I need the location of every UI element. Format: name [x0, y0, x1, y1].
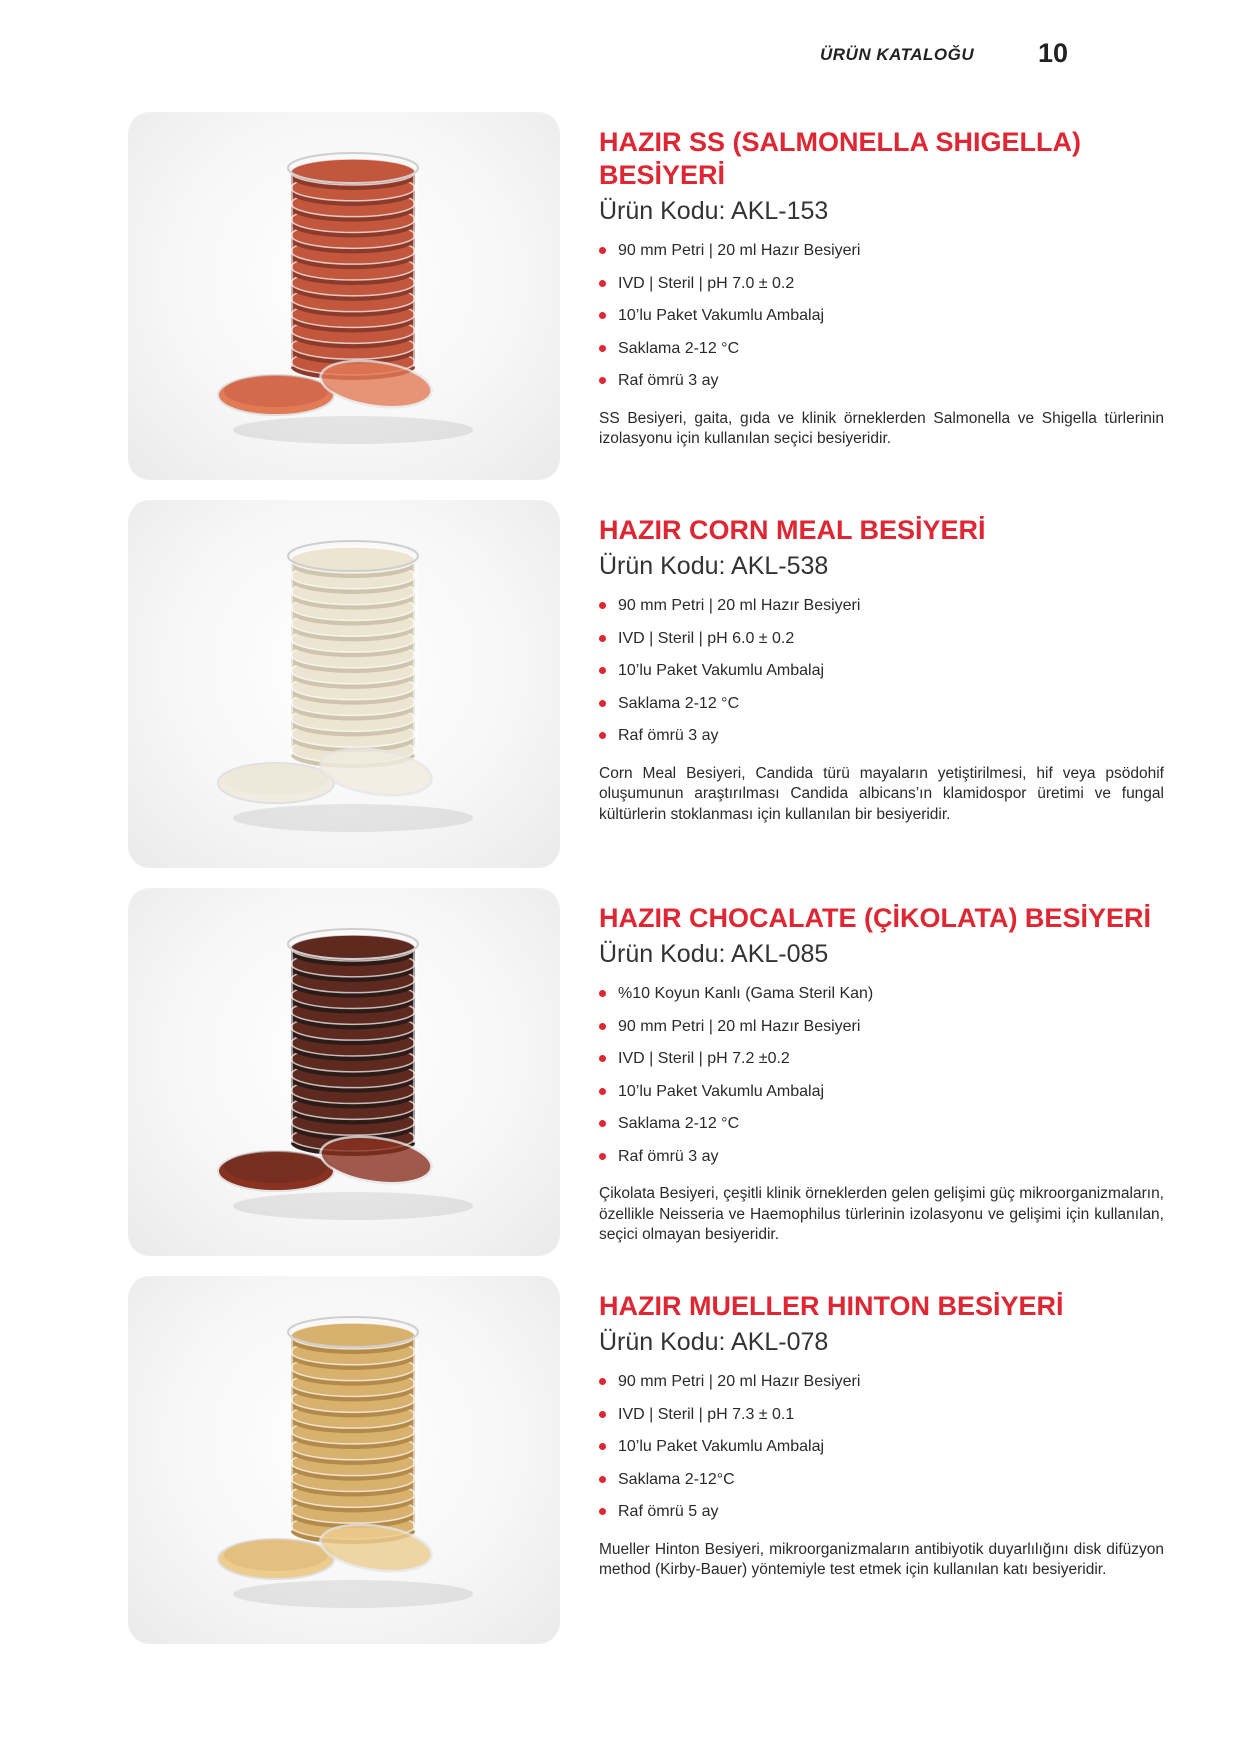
spec-item: Raf ömrü 5 ay	[599, 1501, 1164, 1534]
glass-highlight	[289, 1336, 293, 1531]
spec-list	[599, 983, 1164, 1178]
bullet-icon	[599, 1088, 606, 1095]
dish	[291, 1323, 415, 1349]
spec-item: 90 mm Petri | 20 ml Hazır Besiyeri	[599, 240, 1164, 273]
glass-highlight	[289, 948, 293, 1143]
product-code: Ürün Kodu: AKL-085	[599, 940, 829, 968]
spec-item: 10’lu Paket Vakumlu Ambalaj	[599, 660, 1164, 693]
spec-item: 10’lu Paket Vakumlu Ambalaj	[599, 305, 1164, 338]
bullet-icon	[599, 345, 606, 352]
product-card	[128, 888, 1168, 1258]
bullet-icon	[599, 602, 606, 609]
spec-item: 90 mm Petri | 20 ml Hazır Besiyeri	[599, 595, 1164, 628]
product-code: Ürün Kodu: AKL-078	[599, 1328, 829, 1356]
spec-item: IVD | Steril | pH 7.3 ± 0.1	[599, 1404, 1164, 1437]
spec-item: %10 Koyun Kanlı (Gama Steril Kan)	[599, 983, 1164, 1016]
bullet-icon	[599, 1378, 606, 1385]
bullet-icon	[599, 1055, 606, 1062]
spec-item: IVD | Steril | pH 7.2 ±0.2	[599, 1048, 1164, 1081]
bullet-icon	[599, 377, 606, 384]
spec-item: Raf ömrü 3 ay	[599, 1146, 1164, 1179]
bullet-icon	[599, 667, 606, 674]
spec-item: Raf ömrü 3 ay	[599, 370, 1164, 403]
bullet-icon	[599, 280, 606, 287]
dish	[291, 935, 415, 961]
spec-list	[599, 240, 1164, 403]
petri-dish-stack-image	[128, 112, 560, 480]
bullet-icon	[599, 1411, 606, 1418]
shadow	[233, 1192, 473, 1220]
glass-highlight	[413, 948, 417, 1143]
bullet-icon	[599, 1153, 606, 1160]
product-card	[128, 112, 1168, 482]
loose-dish-surface	[224, 1539, 328, 1571]
bullet-icon	[599, 1023, 606, 1030]
spec-item: Saklama 2-12 °C	[599, 1113, 1164, 1146]
bullet-icon	[599, 247, 606, 254]
bullet-icon	[599, 1476, 606, 1483]
spec-item: Raf ömrü 3 ay	[599, 725, 1164, 758]
spec-item: Saklama 2-12 °C	[599, 693, 1164, 726]
product-title: HAZIR CHOCALATE (ÇİKOLATA) BESİYERİ	[599, 903, 1151, 933]
product-info	[599, 902, 1164, 1246]
bullet-icon	[599, 990, 606, 997]
shadow	[233, 416, 473, 444]
spec-list	[599, 595, 1164, 758]
bullet-icon	[599, 1508, 606, 1515]
product-info	[599, 126, 1164, 450]
spec-item: 90 mm Petri | 20 ml Hazır Besiyeri	[599, 1016, 1164, 1049]
spec-item: 90 mm Petri | 20 ml Hazır Besiyeri	[599, 1371, 1164, 1404]
loose-dish-surface	[224, 1151, 328, 1183]
spec-item: Saklama 2-12°C	[599, 1469, 1164, 1502]
product-description: Çikolata Besiyeri, çeşitli klinik örneklerden gelen gelişimi güç mikroorganizmaların, özellikle Neisseria ve Haemophilus türlerinin izolasyonu ve gelişimi için kullanılan, seçici olmayan besiyeridir.	[599, 1185, 1164, 1243]
glass-highlight	[413, 560, 417, 755]
catalog-title: ÜRÜN KATALOĞU	[820, 45, 975, 64]
shadow	[233, 1580, 473, 1608]
product-photo	[128, 112, 560, 480]
product-photo	[128, 1276, 560, 1644]
bullet-icon	[599, 1120, 606, 1127]
glass-highlight	[289, 560, 293, 755]
product-description: SS Besiyeri, gaita, gıda ve klinik örneklerden Salmonella ve Shigella türlerinin izolasyonu için kullanılan seçici besiyeridir.	[599, 409, 1164, 447]
petri-dish-stack-image	[128, 888, 560, 1256]
bullet-icon	[599, 312, 606, 319]
product-card	[128, 1276, 1168, 1646]
shadow	[233, 804, 473, 832]
spec-item: 10’lu Paket Vakumlu Ambalaj	[599, 1436, 1164, 1469]
product-info	[599, 1290, 1164, 1581]
product-description: Corn Meal Besiyeri, Candida türü mayaların yetiştirilmesi, hif veya psödohif oluşumunun araştırılması Candida albicans’ın klamidospor üretimi ve fungal kültürlerin stoklanması için kullanılan bir besiyeridir.	[599, 764, 1164, 823]
dish	[291, 547, 415, 573]
product-card	[128, 500, 1168, 870]
glass-highlight	[413, 1336, 417, 1531]
bullet-icon	[599, 732, 606, 739]
bullet-icon	[599, 700, 606, 707]
product-description: Mueller Hinton Besiyeri, mikroorganizmaların antibiyotik duyarlılığını disk difüzyon method (Kirby-Bauer) yöntemiyle test etmek için kullanılan katı besiyeridir.	[599, 1540, 1164, 1578]
product-code: Ürün Kodu: AKL-153	[599, 197, 829, 225]
product-photo	[128, 888, 560, 1256]
petri-dish-stack-image	[128, 500, 560, 868]
loose-dish-surface	[224, 763, 328, 795]
product-info	[599, 514, 1164, 825]
petri-dish-stack-image	[128, 1276, 560, 1644]
spec-item: Saklama 2-12 °C	[599, 338, 1164, 371]
spec-item: IVD | Steril | pH 6.0 ± 0.2	[599, 628, 1164, 661]
dish	[291, 159, 415, 185]
spec-item: 10’lu Paket Vakumlu Ambalaj	[599, 1081, 1164, 1114]
product-title: HAZIR SS (SALMONELLA SHIGELLA) BESİYERİ	[599, 127, 1081, 190]
glass-highlight	[289, 172, 293, 367]
page-number: 10	[1038, 38, 1069, 68]
product-photo	[128, 500, 560, 868]
bullet-icon	[599, 635, 606, 642]
glass-highlight	[413, 172, 417, 367]
product-title: HAZIR MUELLER HINTON BESİYERİ	[599, 1291, 1064, 1321]
product-code: Ürün Kodu: AKL-538	[599, 552, 829, 580]
spec-list	[599, 1371, 1164, 1534]
product-title: HAZIR CORN MEAL BESİYERİ	[599, 515, 986, 545]
bullet-icon	[599, 1443, 606, 1450]
page-header	[820, 36, 1080, 72]
loose-dish-surface	[224, 375, 328, 407]
spec-item: IVD | Steril | pH 7.0 ± 0.2	[599, 273, 1164, 306]
